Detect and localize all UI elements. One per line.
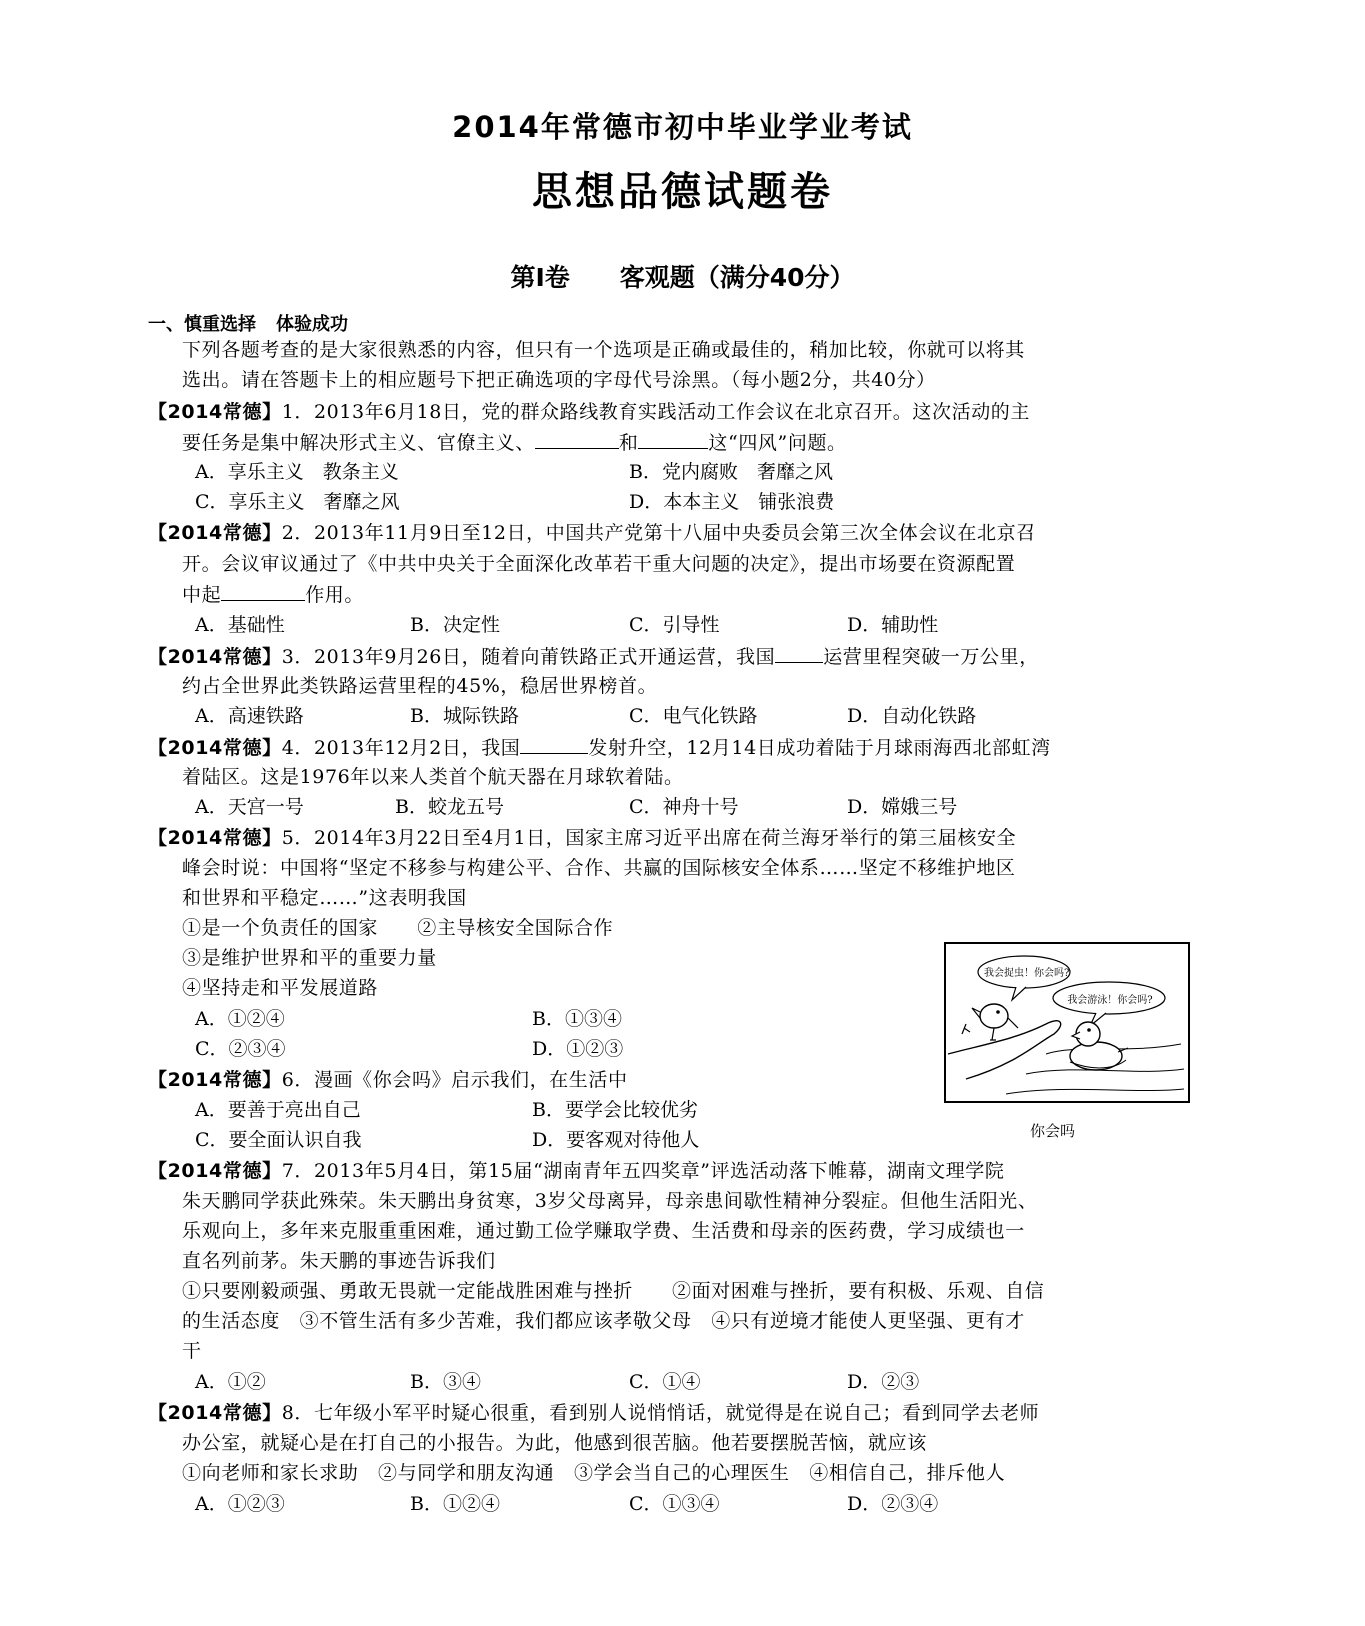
statement: ①只要刚毅顽强、勇敢无畏就一定能战胜困难与挫折 ②面对困难与挫折，要有积极、乐观、自信 <box>182 1280 1045 1302</box>
fill-blank <box>638 430 708 449</box>
option-a: A．要善于亮出自己 <box>195 1099 361 1121</box>
question-tag: 【2014常德】 <box>148 522 282 544</box>
option-c: C．要全面认识自我 <box>195 1129 362 1151</box>
option-d: D．本本主义 铺张浪费 <box>629 491 835 513</box>
question-1 <box>148 400 1030 424</box>
question-text: 峰会时说：中国将“坚定不移参与构建公平、合作、共赢的国际核安全体系……坚定不移维护地区 <box>182 857 1016 879</box>
question-tag: 【2014常德】 <box>148 401 282 423</box>
cartoon-bubble-1: 我会捉虫！你会吗? <box>984 968 1070 979</box>
part-number: 第Ⅰ卷 <box>510 263 570 292</box>
option-c: C．②③④ <box>195 1038 286 1060</box>
fill-blank <box>535 430 619 449</box>
option-b: B．①③④ <box>532 1008 622 1030</box>
exam-subject-title: 思想品德试题卷 <box>532 169 833 215</box>
option-c: C．①③④ <box>629 1493 720 1515</box>
question-tag: 【2014常德】 <box>148 737 282 759</box>
question-text: 8．七年级小军平时疑心很重，看到别人说悄悄话，就觉得是在说自己；看到同学去老师 <box>281 1402 1040 1424</box>
fill-blank <box>520 735 588 754</box>
option-d: D．要客观对待他人 <box>532 1129 700 1151</box>
section-heading <box>148 310 348 336</box>
question-tag: 【2014常德】 <box>148 1069 282 1091</box>
statement: 的生活态度 ③不管生活有多少苦难，我们都应该孝敬父母 ④只有逆境才能使人更坚强、更有才 <box>182 1310 1025 1332</box>
question-text: 5．2014年3月22日至4月1日，国家主席习近平出席在荷兰海牙举行的第三届核安全 <box>281 827 1017 849</box>
option-b: B．①②④ <box>410 1493 500 1515</box>
question-text: 开。会议审议通过了《中共中央关于全面深化改革若干重大问题的决定》，提出市场要在资源配置 <box>182 553 1016 575</box>
part-name: 客观题（满分40分） <box>619 263 855 292</box>
question-tag: 【2014常德】 <box>148 1402 282 1424</box>
question-text: 6．漫画《你会吗》启示我们，在生活中 <box>281 1069 628 1091</box>
section-intro: 选出。请在答题卡上的相应题号下把正确选项的字母代号涂黑。（每小题2分，共40分） <box>182 369 936 391</box>
question-text-part: 和 <box>618 432 639 454</box>
option-c: C．①④ <box>629 1371 701 1393</box>
question-6 <box>148 1068 628 1092</box>
question-text <box>182 582 364 607</box>
question-text-part: 4．2013年12月2日，我国 <box>281 737 521 759</box>
option-b: B．③④ <box>410 1371 481 1393</box>
option-d: D．②③④ <box>847 1493 939 1515</box>
question-text-part: 这“四风”问题。 <box>708 432 847 454</box>
question-text-part: 要任务是集中解决形式主义、官僚主义、 <box>182 432 535 454</box>
question-text: 朱天鹏同学获此殊荣。朱天鹏出身贫寒，3岁父母离异，母亲患间歇性精神分裂症。但他生活阳光、 <box>182 1190 1038 1212</box>
question-text-part: 运营里程突破一万公里， <box>823 646 1039 668</box>
question-text: 乐观向上，多年来克服重重困难，通过勤工俭学赚取学费、生活费和母亲的医药费，学习成绩也一 <box>182 1220 1025 1242</box>
statement: ①向老师和家长求助 ②与同学和朋友沟通 ③学会当自己的心理医生 ④相信自己，排斥他人 <box>182 1462 1006 1484</box>
exam-title: 2014年常德市初中毕业学业考试 <box>452 110 913 144</box>
section-number: 一、慎重选择 <box>148 314 256 335</box>
question-text: 2．2013年11月9日至12日，中国共产党第十八届中央委员会第三次全体会议在北京召 <box>281 522 1036 544</box>
option-d: D．辅助性 <box>847 614 939 636</box>
question-7 <box>148 1159 1005 1183</box>
question-text-part: 中起 <box>182 584 222 606</box>
option-d: D．自动化铁路 <box>847 705 977 727</box>
fill-blank <box>221 582 305 601</box>
option-c: C．享乐主义 奢靡之风 <box>195 491 400 513</box>
option-b: B．党内腐败 奢靡之风 <box>629 461 833 483</box>
statement: ④坚持走和平发展道路 <box>182 977 379 999</box>
option-a: A．①② <box>195 1371 266 1393</box>
option-b: B．城际铁路 <box>410 705 519 727</box>
statement: ③是维护世界和平的重要力量 <box>182 947 437 969</box>
question-tag: 【2014常德】 <box>148 1160 282 1182</box>
option-d: D．①②③ <box>532 1038 624 1060</box>
statement: 干 <box>182 1340 202 1362</box>
cartoon-bubble-2: 我会游泳！你会吗? <box>1067 995 1153 1006</box>
section-name: 体验成功 <box>276 314 348 335</box>
option-a: A．基础性 <box>195 614 285 636</box>
option-c: C．电气化铁路 <box>629 705 758 727</box>
question-text: 直名列前茅。朱天鹏的事迹告诉我们 <box>182 1250 496 1272</box>
part-title <box>0 258 1365 294</box>
question-8 <box>148 1401 1039 1425</box>
section-intro: 下列各题考查的是大家很熟悉的内容，但只有一个选项是正确或最佳的，稍加比较，你就可以将其 <box>182 339 1025 361</box>
cartoon-caption: 你会吗 <box>1030 1122 1076 1140</box>
question-text: 着陆区。这是1976年以来人类首个航天器在月球软着陆。 <box>182 766 684 788</box>
option-a: A．享乐主义 教条主义 <box>195 461 399 483</box>
option-a: A．①②③ <box>195 1493 285 1515</box>
question-tag: 【2014常德】 <box>148 827 282 849</box>
question-text-part: 3．2013年9月26日，随着向莆铁路正式开通运营，我国 <box>281 646 776 668</box>
question-3 <box>148 644 1039 669</box>
option-b: B．蛟龙五号 <box>395 796 504 818</box>
statement: ①是一个负责任的国家 ②主导核安全国际合作 <box>182 917 614 939</box>
question-5 <box>148 826 1016 850</box>
question-tag: 【2014常德】 <box>148 646 282 668</box>
question-text: 约占全世界此类铁路运营里程的45%，稳居世界榜首。 <box>182 675 658 697</box>
cartoon-image <box>944 942 1190 1103</box>
option-a: A．天宫一号 <box>195 796 304 818</box>
question-4 <box>148 735 1051 760</box>
option-a: A．高速铁路 <box>195 705 304 727</box>
option-b: B．决定性 <box>410 614 500 636</box>
question-2 <box>148 521 1036 545</box>
option-d: D．②③ <box>847 1371 920 1393</box>
option-a: A．①②④ <box>195 1008 285 1030</box>
question-text: 7．2013年5月4日，第15届“湖南青年五四奖章”评选活动落下帷幕，湖南文理学院 <box>281 1160 1005 1182</box>
question-text-part: 作用。 <box>305 584 365 606</box>
option-c: C．神舟十号 <box>629 796 739 818</box>
option-c: C．引导性 <box>629 614 720 636</box>
question-text: 和世界和平稳定……”这表明我国 <box>182 887 467 909</box>
option-b: B．要学会比较优劣 <box>532 1099 698 1121</box>
question-text: 1．2013年6月18日，党的群众路线教育实践活动工作会议在北京召开。这次活动的主 <box>281 401 1030 423</box>
question-text <box>182 430 847 455</box>
question-text: 办公室，就疑心是在打自己的小报告。为此，他感到很苦脑。他若要摆脱苦恼，就应该 <box>182 1432 927 1454</box>
question-text-part: 发射升空，12月14日成功着陆于月球雨海西北部虹湾 <box>588 737 1051 759</box>
option-d: D．嫦娥三号 <box>847 796 958 818</box>
fill-blank <box>775 644 823 663</box>
